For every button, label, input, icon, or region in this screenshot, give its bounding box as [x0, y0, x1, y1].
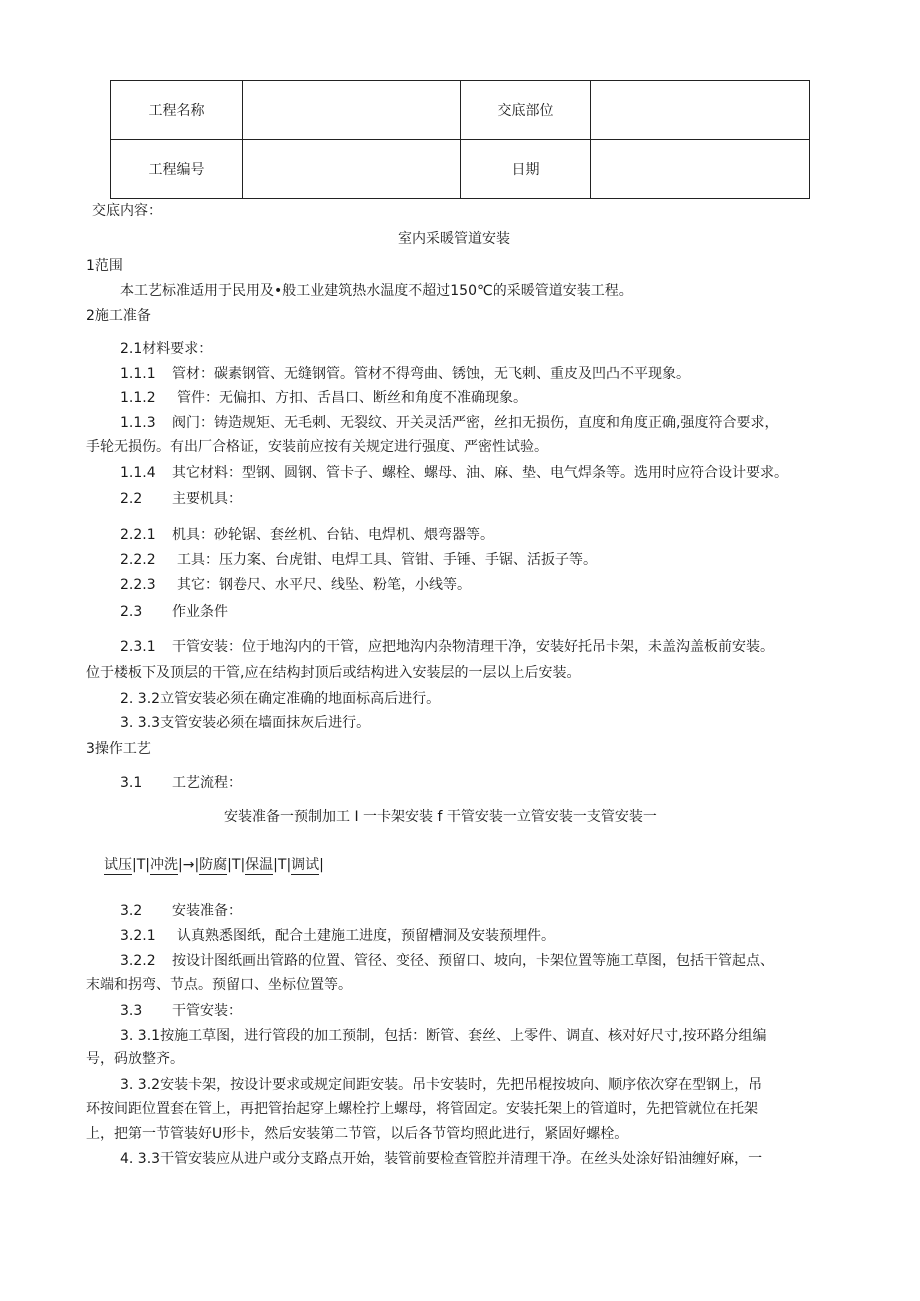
flow-step: 调试 — [291, 857, 320, 873]
flow-separator: |T| — [273, 857, 292, 873]
item-number: 2.2.1 — [120, 527, 156, 543]
item-number: 2.2.3 — [120, 577, 156, 593]
table-row — [111, 140, 810, 199]
item-number: 1.1.3 — [120, 415, 156, 431]
item-text: 位于楼板下及顶层的干管,应在结构封顶后或结构进入安装层的一层以上后安装。 — [86, 665, 581, 681]
item-text: 干管安装： — [172, 1003, 242, 1019]
item-text: 上，把第一节管装好U形卡，然后安装第二节管，以后各节管均照此进行，紧固好螺栓。 — [86, 1126, 629, 1142]
item-text: 环按间距位置套在管上，再把管抬起穿上螺栓拧上螺母，将管固定。安装托架上的管道时，先把管就位在托架 — [86, 1101, 758, 1117]
item-number: 3.3 — [120, 1003, 143, 1019]
item-text: 2. 3.2立管安装必须在确定准确的地面标高后进行。 — [120, 691, 441, 707]
project-name-value — [243, 81, 461, 140]
item-number: 3.2.2 — [120, 953, 156, 969]
item-text: 3. 3.3支管安装必须在墙面抹灰后进行。 — [120, 715, 371, 731]
date-label: 日期 — [461, 140, 591, 199]
item-text: 工艺流程： — [172, 775, 242, 791]
item-text: 认真熟悉图纸，配合土建施工进度，预留槽洞及安装预埋件。 — [177, 928, 555, 944]
part-value — [591, 81, 810, 140]
process-flow-line-2 — [104, 856, 324, 874]
item-text: 机具：砂轮锯、套丝机、台钻、电焊机、煨弯器等。 — [172, 527, 494, 543]
item-text: 主要机具： — [172, 491, 242, 507]
date-value — [591, 140, 810, 199]
flow-separator: | — [319, 857, 324, 873]
item-text: 号，码放整齐。 — [86, 1051, 184, 1067]
item-text: 按设计图纸画出管路的位置、管径、变径、预留口、坡向，卡架位置等施工草图，包括干管起点、 — [172, 953, 774, 969]
document-title: 室内采暖管道安装 — [398, 231, 510, 247]
section-heading: 2施工准备 — [86, 308, 151, 324]
flow-step: 保温 — [245, 857, 274, 873]
item-text: 其它：钢卷尺、水平尺、线坠、粉笔，小线等。 — [177, 577, 471, 593]
item-text: 3. 3.1按施工草图，进行管段的加工预制，包括：断管、套丝、上零件、调直、核对好尺寸,按环路分组编 — [120, 1028, 767, 1044]
flow-step: 试压 — [104, 857, 132, 873]
process-flow-line: 安装准备一预制加工 I 一卡架安装 f 干管安装一立管安装一支管安装一 — [224, 809, 657, 825]
subsection-heading: 2.1材料要求： — [120, 341, 213, 357]
item-text: 4. 3.3干管安装应从进户或分支路点开始，装管前要检查管腔并清理干净。在丝头处涂好铅油缠好麻，一 — [120, 1151, 763, 1167]
section-heading: 3操作工艺 — [86, 741, 151, 757]
item-text: 作业条件 — [172, 604, 228, 620]
table-row — [111, 81, 810, 140]
item-text: 管材：碳素钢管、无缝钢管。管材不得弯曲、锈蚀，无飞刺、重皮及凹凸不平现象。 — [172, 366, 690, 382]
flow-step: 防腐 — [199, 857, 228, 873]
item-text: 手轮无损伤。有出厂合格证，安装前应按有关规定进行强度、严密性试验。 — [86, 439, 548, 455]
item-text: 阀门：铸造规矩、无毛刺、无裂纹、开关灵活严密，丝扣无损伤，直度和角度正确,强度符合要求， — [172, 415, 779, 431]
section-heading: 1范围 — [86, 258, 123, 274]
project-name-label: 工程名称 — [111, 81, 243, 140]
item-text: 安装准备： — [172, 903, 242, 919]
item-number: 2.3 — [120, 604, 143, 620]
part-label: 交底部位 — [461, 81, 591, 140]
item-number: 1.1.4 — [120, 465, 156, 481]
item-text: 管件：无偏扣、方扣、舌昌口、断丝和角度不准确现象。 — [177, 390, 527, 406]
item-number: 2.2.2 — [120, 552, 156, 568]
item-number: 3.2 — [120, 903, 143, 919]
project-no-label: 工程编号 — [111, 140, 243, 199]
item-number: 2.2 — [120, 491, 143, 507]
item-text: 工具：压力案、台虎钳、电焊工具、管钳、手锤、手锯、活扳子等。 — [177, 552, 597, 568]
item-number: 1.1.1 — [120, 366, 156, 382]
item-number: 2.3.1 — [120, 639, 156, 655]
item-text: 末端和拐弯、节点。预留口、坐标位置等。 — [86, 977, 352, 993]
flow-step: 冲洗 — [150, 857, 178, 873]
item-number: 3.1 — [120, 775, 143, 791]
flow-separator: |T| — [227, 857, 246, 873]
project-no-value — [243, 140, 461, 199]
header-table — [110, 80, 810, 199]
item-number: 3.2.1 — [120, 928, 156, 944]
item-text: 干管安装：位于地沟内的干管，应把地沟内杂物清理干净，安装好托吊卡架，未盖沟盖板前安装。 — [172, 639, 774, 655]
item-number: 1.1.2 — [120, 390, 156, 406]
item-text: 3. 3.2安装卡架，按设计要求或规定间距安装。吊卡安装时，先把吊棍按坡向、顺序依次穿在型钢上，吊 — [120, 1077, 763, 1093]
flow-separator: |→| — [178, 857, 200, 873]
flow-separator: |T| — [132, 857, 150, 873]
item-text: 其它材料：型钢、圆钢、管卡子、螺栓、螺母、油、麻、垫、电气焊条等。选用时应符合设计要求。 — [172, 465, 788, 481]
content-label: 交底内容： — [92, 203, 162, 219]
paragraph: 本工艺标准适用于民用及•般工业建筑热水温度不超过150℃的采暖管道安装工程。 — [120, 283, 633, 299]
